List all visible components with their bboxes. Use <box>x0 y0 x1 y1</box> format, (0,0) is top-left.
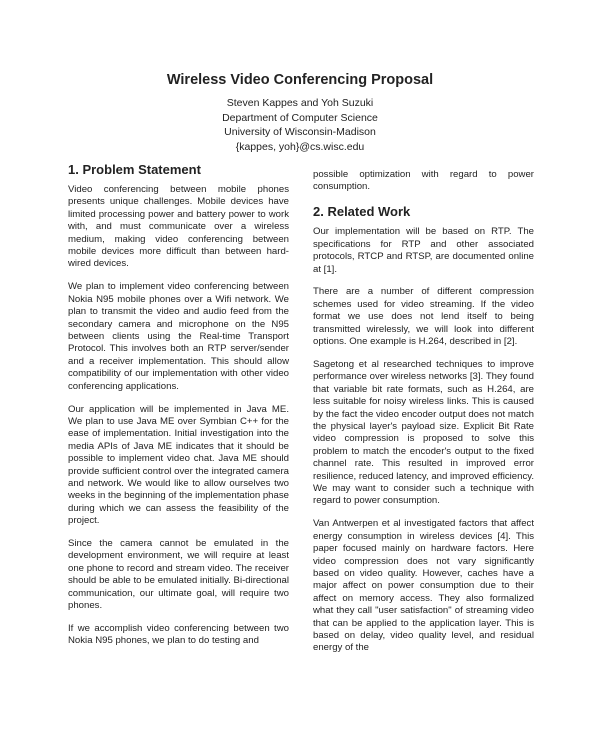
paragraph: Our implementation will be based on RTP. The specifications for RTP and other associated protocols, RTCP and RTSP, are documented online at [1]. <box>313 226 534 275</box>
paragraph: Van Antwerpen et al investigated factors that affect energy consumption in wireless devices [4]. This paper focused mainly on hardware factors. Here video compression does not vary significantly based on video quality. However, caches have a major affect on power consumption due to their affect on memory access. They also formalized what they call "user satisfaction" of streaming video that can be applied to the application layer. This is based on delay, video quality level, and residual energy of the <box>313 518 534 654</box>
paragraph-continuation: possible optimization with regard to power consumption. <box>313 169 534 193</box>
left-column <box>68 162 289 658</box>
paragraph: Our application will be implemented in Java ME. We plan to use Java ME over Symbian C++ for the ease of implementation. Initial investigation into the media APIs of Java ME indicates that it should be possible to implement video chat. Java ME should provide sufficient control over the integrated camera and network. We would like to allow ourselves two weeks in the beginning of the implementation phase during which we can assess the feasibility of the project. <box>68 403 289 527</box>
author-email: {kappes, yoh}@cs.wisc.edu <box>235 140 365 153</box>
paper-title: Wireless Video Conferencing Proposal <box>166 72 434 88</box>
section-heading-related-work: 2. Related Work <box>313 204 411 220</box>
author-names: Steven Kappes and Yoh Suzuki <box>226 97 374 109</box>
right-column <box>313 169 534 665</box>
paragraph: We plan to implement video conferencing between Nokia N95 mobile phones over a Wifi network. We plan to transmit the video and audio feed from the secondary camera and microphone on the N95 between clients using the Real-time Transport Protocol. This involves both an RTP server/sender and a receiver implementation. This should allow compatibility of our implementation with other video conferencing applications. <box>68 281 289 392</box>
paragraph: Video conferencing between mobile phones presents unique challenges. Mobile devices have limited processing power and battery power to work with, and must communicate over a wireless medium, making video conferencing between mobile devices more difficult than between hard-wired devices. <box>68 184 289 270</box>
author-university: University of Wisconsin-Madison <box>224 126 376 138</box>
title-block <box>0 72 600 154</box>
section-heading-problem-statement: 1. Problem Statement <box>68 162 201 177</box>
paragraph: Sagetong et al researched techniques to improve performance over wireless networks [3]. They found that variable bit rate formats, such as H.264, are less suitable for noisy wireless links. This is caused by the fact the video encoder output does not match the physical layer's payload size. Explicit Bit Rate video compression is proposed to solve this problem to match the encoder's output to the fixed channel rate. This resulted in improved error resilience, reduced latency, and improved efficiency. We may want to consider such a technique with regard to power consumption. <box>313 358 534 507</box>
paragraph: If we accomplish video conferencing between two Nokia N95 phones, we plan to do testing and <box>68 623 289 647</box>
paragraph: Since the camera cannot be emulated in the development environment, we will require at least one phone to record and stream video. The receiver should be able to be emulated initially. Bi-directional communication, our ultimate goal, will require two phones. <box>68 538 289 612</box>
author-department: Department of Computer Science <box>222 111 378 124</box>
paragraph: There are a number of different compression schemes used for video streaming. If the video format we use does not lend itself to being transmitted wirelessly, we will look into different options. One example is H.264, described in [2]. <box>313 286 534 348</box>
